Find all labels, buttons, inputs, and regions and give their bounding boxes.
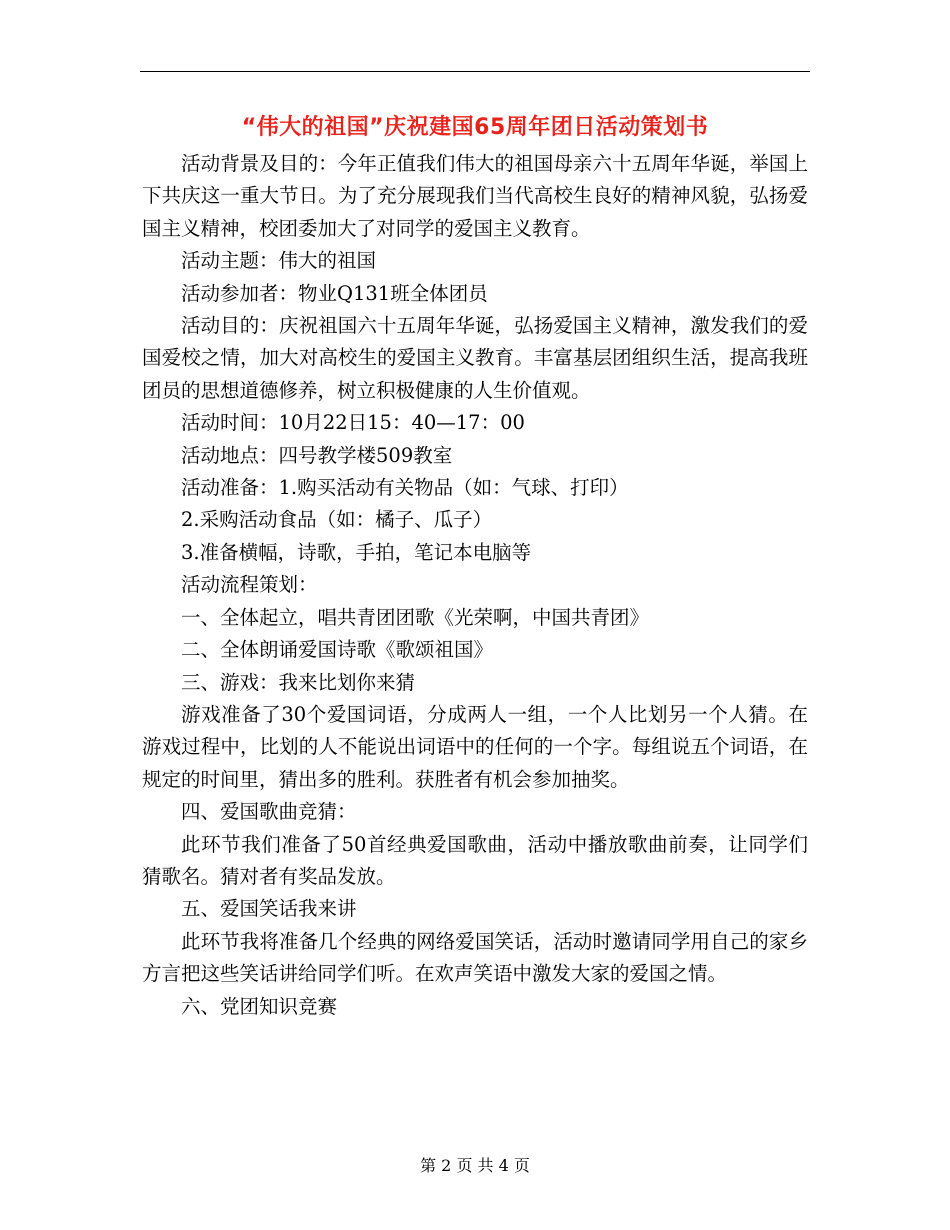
paragraph-time: 活动时间：10月22日15：40—17：00 [181,411,525,435]
header-rule [140,71,810,72]
paragraph-song-description: 此环节我们准备了50首经典爱国歌曲，活动中播放歌曲前奏，让同学们猜歌名。猜对者有奖品发放。 [142,832,808,888]
paragraph-preparation-1: 活动准备：1.购买活动有关物品（如：气球、打印） [181,476,629,500]
paragraph-step-5: 五、爱国笑话我来讲 [181,897,357,921]
paragraph-background: 活动背景及目的：今年正值我们伟大的祖国母亲六十五周年华诞，举国上下共庆这一重大节日。为了充分展现我们当代高校生良好的精神风貌，弘扬爱国主义精神，校团委加大了对同学的爱国主义教育。 [142,152,808,240]
paragraph-step-2: 二、全体朗诵爱国诗歌《歌颂祖国》 [181,638,494,662]
paragraph-participants: 活动参加者：物业Q131班全体团员 [181,281,488,305]
paragraph-preparation-3: 3.准备横幅，诗歌，手拍，笔记本电脑等 [181,540,532,564]
paragraph-step-6: 六、党团知识竞赛 [181,994,338,1018]
paragraph-theme: 活动主题：伟大的祖国 [181,249,377,273]
paragraph-preparation-2: 2.采购活动食品（如：橘子、瓜子） [181,508,493,532]
paragraph-step-4: 四、爱国歌曲竞猜： [181,800,357,824]
paragraph-game-description: 游戏准备了30个爱国词语，分成两人一组，一个人比划另一个人猜。在游戏过程中，比划的人不能说出词语中的任何的一个字。每组说五个词语，在规定的时间里，猜出多的胜利。获胜者有机会参加抽奖。 [142,702,808,791]
paragraph-process-heading: 活动流程策划： [181,573,318,597]
page-footer: 第 2 页 共 4 页 [420,1156,530,1175]
paragraph-purpose: 活动目的：庆祝祖国六十五周年华诞，弘扬爱国主义精神，激发我们的爱国爱校之情，加大对高校生的爱国主义教育。丰富基层团组织生活，提高我班团员的思想道德修养，树立积极健康的人生价值观。 [142,314,808,402]
paragraph-location: 活动地点：四号教学楼509教室 [181,443,453,467]
document-body [142,148,808,1023]
document-title: “伟大的祖国”庆祝建国65周年团日活动策划书 [241,115,709,140]
paragraph-joke-description: 此环节我将准备几个经典的网络爱国笑话，活动时邀请同学用自己的家乡方言把这些笑话讲给同学们听。在欢声笑语中激发大家的爱国之情。 [142,929,808,986]
paragraph-step-1: 一、全体起立，唱共青团团歌《光荣啊，中国共青团》 [181,605,650,629]
paragraph-step-3: 三、游戏：我来比划你来猜 [181,670,416,694]
